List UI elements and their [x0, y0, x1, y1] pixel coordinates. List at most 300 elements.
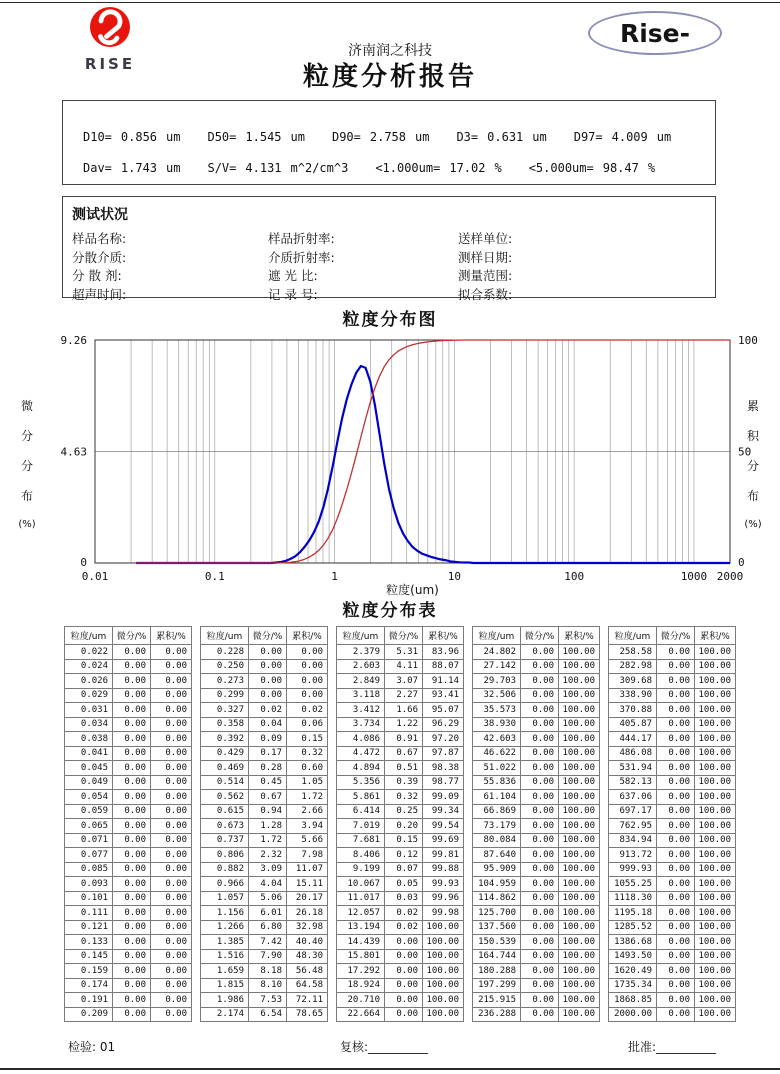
table-row — [337, 877, 464, 892]
size-cell: 0.327 — [201, 703, 249, 718]
table-row — [337, 775, 464, 790]
diff-cell: 0.00 — [521, 790, 559, 805]
diff-cell: 0.00 — [385, 935, 423, 950]
diff-cell: 0.00 — [521, 978, 559, 993]
table-row — [65, 891, 192, 906]
cum-cell: 100.00 — [695, 674, 736, 689]
size-cell: 0.121 — [65, 920, 113, 935]
cum-cell: 0.00 — [151, 645, 192, 660]
size-cell: 22.664 — [337, 1007, 385, 1022]
size-cell: 0.059 — [65, 804, 113, 819]
test-field-label: 样品折射率: — [268, 231, 335, 246]
size-cell: 0.054 — [65, 790, 113, 805]
diff-cell: 0.91 — [385, 732, 423, 747]
table-row — [609, 688, 736, 703]
table-row — [609, 819, 736, 834]
size-cell: 2.603 — [337, 659, 385, 674]
diff-cell: 0.02 — [249, 703, 287, 718]
table-row — [65, 862, 192, 877]
cum-cell: 100.00 — [695, 964, 736, 979]
size-cell: 1.815 — [201, 978, 249, 993]
size-cell: 150.539 — [473, 935, 521, 950]
cum-cell: 100.00 — [695, 862, 736, 877]
table-row — [201, 891, 328, 906]
table-row — [609, 645, 736, 660]
table-row — [201, 920, 328, 935]
cum-cell: 100.00 — [559, 949, 600, 964]
size-cell: 1620.49 — [609, 964, 657, 979]
size-cell: 29.703 — [473, 674, 521, 689]
column-header: 微分/% — [249, 627, 287, 645]
cum-cell: 99.81 — [423, 848, 464, 863]
cum-cell: 0.00 — [151, 920, 192, 935]
table-row — [337, 848, 464, 863]
column-header: 累积/% — [559, 627, 600, 645]
right-axis-label: 累 — [746, 399, 760, 413]
cum-cell: 100.00 — [695, 891, 736, 906]
size-cell: 8.406 — [337, 848, 385, 863]
size-cell: 370.88 — [609, 703, 657, 718]
diff-cell: 0.15 — [385, 833, 423, 848]
cum-cell: 0.00 — [151, 906, 192, 921]
cum-cell: 0.00 — [151, 790, 192, 805]
diff-cell: 0.00 — [657, 761, 695, 776]
table-row — [65, 775, 192, 790]
diff-cell: 0.00 — [113, 659, 151, 674]
size-cell: 0.273 — [201, 674, 249, 689]
diff-cell: 0.00 — [657, 804, 695, 819]
diff-cell: 0.00 — [657, 645, 695, 660]
size-cell: 11.017 — [337, 891, 385, 906]
cum-cell: 100.00 — [559, 717, 600, 732]
table-row — [65, 833, 192, 848]
table-row — [609, 746, 736, 761]
diff-cell: 5.06 — [249, 891, 287, 906]
size-cell: 4.472 — [337, 746, 385, 761]
table-row — [65, 848, 192, 863]
cum-cell: 0.00 — [151, 978, 192, 993]
table-row — [65, 1007, 192, 1022]
cum-cell: 100.00 — [423, 920, 464, 935]
diff-cell: 0.00 — [113, 804, 151, 819]
size-cell: 913.72 — [609, 848, 657, 863]
diff-cell: 0.32 — [385, 790, 423, 805]
size-cell: 1735.34 — [609, 978, 657, 993]
table-row — [473, 1007, 600, 1022]
size-cell: 1868.85 — [609, 993, 657, 1008]
table-row — [65, 804, 192, 819]
test-conditions-row — [72, 229, 715, 248]
test-field-label: 测量范围: — [458, 268, 513, 283]
cum-cell: 100.00 — [695, 761, 736, 776]
diff-cell: 0.00 — [521, 935, 559, 950]
cum-cell: 96.29 — [423, 717, 464, 732]
size-cell: 1493.50 — [609, 949, 657, 964]
summary-label: D3= — [456, 129, 479, 144]
size-cell: 0.615 — [201, 804, 249, 819]
table-row — [201, 819, 328, 834]
review-blank: __________ — [368, 1040, 429, 1054]
summary-value: 2.758 — [369, 129, 406, 144]
right-axis-tick: 100 — [738, 334, 758, 347]
cum-cell: 1.72 — [287, 790, 328, 805]
diff-cell: 0.00 — [113, 848, 151, 863]
summary-label: D97= — [573, 129, 603, 144]
size-cell: 0.071 — [65, 833, 113, 848]
cum-cell: 0.00 — [287, 645, 328, 660]
size-cell: 0.065 — [65, 819, 113, 834]
diff-cell: 0.00 — [657, 703, 695, 718]
diff-cell: 0.00 — [521, 862, 559, 877]
diff-cell: 0.00 — [113, 906, 151, 921]
table-row — [337, 920, 464, 935]
table-title: 粒度分布表 — [342, 601, 438, 621]
cum-cell: 88.07 — [423, 659, 464, 674]
table-header-row — [473, 627, 600, 645]
cum-cell: 0.00 — [151, 688, 192, 703]
size-cell: 834.94 — [609, 833, 657, 848]
size-cell: 0.031 — [65, 703, 113, 718]
size-cell: 51.022 — [473, 761, 521, 776]
diff-cell: 0.00 — [113, 746, 151, 761]
table-row — [473, 717, 600, 732]
diff-cell: 0.04 — [249, 717, 287, 732]
diff-cell: 0.00 — [385, 1007, 423, 1022]
size-cell: 0.022 — [65, 645, 113, 660]
size-cell: 0.174 — [65, 978, 113, 993]
table-row — [609, 761, 736, 776]
cum-cell: 100.00 — [559, 732, 600, 747]
left-axis-tick: 4.63 — [60, 445, 87, 459]
size-cell: 0.093 — [65, 877, 113, 892]
cum-cell: 100.00 — [695, 819, 736, 834]
cum-cell: 100.00 — [423, 993, 464, 1008]
x-axis-tick: 100 — [564, 570, 585, 583]
table-row — [473, 659, 600, 674]
diff-cell: 0.00 — [521, 891, 559, 906]
diff-cell: 0.00 — [113, 993, 151, 1008]
diff-cell: 6.01 — [249, 906, 287, 921]
size-cell: 0.145 — [65, 949, 113, 964]
cum-cell: 0.00 — [151, 659, 192, 674]
brand-badge — [588, 11, 722, 55]
diff-cell: 0.00 — [657, 949, 695, 964]
diff-cell: 0.00 — [521, 877, 559, 892]
diff-cell: 0.00 — [657, 877, 695, 892]
size-cell: 0.469 — [201, 761, 249, 776]
cum-cell: 0.00 — [151, 1007, 192, 1022]
table-row — [65, 746, 192, 761]
diff-cell: 0.00 — [657, 862, 695, 877]
cum-cell: 0.00 — [151, 964, 192, 979]
size-cell: 2.849 — [337, 674, 385, 689]
table-row — [65, 964, 192, 979]
summary-item — [207, 130, 304, 144]
summary-line — [83, 121, 715, 152]
cum-cell: 100.00 — [559, 891, 600, 906]
cum-cell: 100.00 — [423, 949, 464, 964]
distribution-table-group-3 — [336, 626, 464, 1022]
summary-unit: um — [415, 129, 430, 144]
table-row — [473, 746, 600, 761]
table-row — [337, 703, 464, 718]
cum-cell: 99.34 — [423, 804, 464, 819]
table-row — [337, 1007, 464, 1022]
table-row — [609, 949, 736, 964]
diff-cell: 0.00 — [657, 920, 695, 935]
size-cell: 0.029 — [65, 688, 113, 703]
table-row — [337, 978, 464, 993]
size-cell: 24.802 — [473, 645, 521, 660]
cum-cell: 72.11 — [287, 993, 328, 1008]
cum-cell: 0.60 — [287, 761, 328, 776]
table-row — [473, 935, 600, 950]
table-row — [609, 848, 736, 863]
cum-cell: 0.00 — [151, 993, 192, 1008]
table-row — [201, 746, 328, 761]
test-field-label: 拟合系数: — [458, 286, 513, 302]
table-row — [473, 877, 600, 892]
cum-cell: 26.18 — [287, 906, 328, 921]
cum-cell: 0.00 — [287, 659, 328, 674]
left-axis-label: 分 — [20, 429, 34, 443]
table-row — [201, 978, 328, 993]
column-header: 粒度/um — [65, 627, 113, 645]
distribution-chart — [0, 330, 780, 600]
cum-cell: 64.58 — [287, 978, 328, 993]
cum-cell: 93.41 — [423, 688, 464, 703]
diff-cell: 0.00 — [521, 674, 559, 689]
cum-cell: 100.00 — [695, 746, 736, 761]
review-label: 复核: — [340, 1040, 369, 1054]
size-cell: 1.156 — [201, 906, 249, 921]
diff-cell: 0.17 — [249, 746, 287, 761]
table-row — [609, 891, 736, 906]
size-cell: 4.086 — [337, 732, 385, 747]
size-cell: 0.077 — [65, 848, 113, 863]
diff-cell: 0.00 — [521, 920, 559, 935]
size-cell: 164.744 — [473, 949, 521, 964]
size-cell: 3.412 — [337, 703, 385, 718]
cum-cell: 100.00 — [559, 688, 600, 703]
size-cell: 0.209 — [65, 1007, 113, 1022]
diff-cell: 5.31 — [385, 645, 423, 660]
table-row — [337, 993, 464, 1008]
diff-cell: 0.00 — [657, 790, 695, 805]
test-field-label: 送样单位: — [458, 231, 513, 246]
summary-label: Dav= — [83, 160, 112, 175]
diff-cell: 0.00 — [521, 949, 559, 964]
summary-unit: % — [494, 160, 502, 175]
test-field-label: 记 录 号: — [268, 286, 318, 302]
diff-cell: 0.00 — [113, 761, 151, 776]
table-row — [609, 906, 736, 921]
size-cell: 0.673 — [201, 819, 249, 834]
cum-cell: 0.00 — [287, 674, 328, 689]
diff-cell: 0.00 — [521, 688, 559, 703]
cum-cell: 100.00 — [695, 848, 736, 863]
cum-cell: 100.00 — [559, 877, 600, 892]
table-row — [201, 993, 328, 1008]
diff-cell: 0.00 — [521, 645, 559, 660]
table-row — [609, 775, 736, 790]
size-cell: 5.861 — [337, 790, 385, 805]
diff-cell: 0.00 — [521, 761, 559, 776]
diff-cell: 0.00 — [657, 964, 695, 979]
table-row — [201, 906, 328, 921]
distribution-table-group-4 — [472, 626, 600, 1022]
diff-cell: 0.00 — [113, 703, 151, 718]
cum-cell: 0.00 — [151, 717, 192, 732]
table-row — [201, 935, 328, 950]
cum-cell: 100.00 — [695, 1007, 736, 1022]
table-row — [337, 659, 464, 674]
summary-label: D50= — [207, 129, 237, 144]
cum-cell: 0.00 — [151, 819, 192, 834]
cum-cell: 98.38 — [423, 761, 464, 776]
diff-cell: 6.80 — [249, 920, 287, 935]
cum-cell: 100.00 — [695, 935, 736, 950]
size-cell: 12.057 — [337, 906, 385, 921]
table-row — [473, 949, 600, 964]
size-cell: 0.429 — [201, 746, 249, 761]
cum-cell: 100.00 — [559, 848, 600, 863]
page-title: 粒度分析报告 — [302, 62, 477, 92]
diff-cell: 0.00 — [113, 949, 151, 964]
cum-cell: 100.00 — [559, 790, 600, 805]
size-cell: 180.288 — [473, 964, 521, 979]
table-row — [201, 833, 328, 848]
diff-cell: 0.00 — [521, 804, 559, 819]
distribution-table-group-2 — [200, 626, 328, 1022]
size-cell: 55.836 — [473, 775, 521, 790]
cum-cell: 0.00 — [151, 761, 192, 776]
size-cell: 0.191 — [65, 993, 113, 1008]
size-cell: 0.250 — [201, 659, 249, 674]
table-row — [65, 790, 192, 805]
size-cell: 762.95 — [609, 819, 657, 834]
cum-cell: 97.87 — [423, 746, 464, 761]
cum-cell: 0.00 — [151, 949, 192, 964]
size-cell: 1.659 — [201, 964, 249, 979]
table-row — [201, 790, 328, 805]
table-row — [473, 964, 600, 979]
diff-cell: 0.28 — [249, 761, 287, 776]
cum-cell: 99.96 — [423, 891, 464, 906]
summary-unit: um — [656, 129, 672, 144]
diff-cell: 0.02 — [385, 906, 423, 921]
diff-cell: 0.00 — [385, 993, 423, 1008]
table-row — [473, 761, 600, 776]
summary-value: 98.47 — [602, 160, 639, 175]
cum-cell: 99.88 — [423, 862, 464, 877]
summary-value: 0.856 — [120, 129, 158, 144]
cum-cell: 100.00 — [695, 906, 736, 921]
diff-cell: 0.00 — [113, 877, 151, 892]
table-row — [609, 920, 736, 935]
table-row — [201, 949, 328, 964]
size-cell: 444.17 — [609, 732, 657, 747]
top-rule — [0, 2, 780, 3]
table-row — [337, 732, 464, 747]
diff-cell: 2.32 — [249, 848, 287, 863]
left-axis-tick: 9.26 — [60, 334, 87, 347]
size-cell: 3.734 — [337, 717, 385, 732]
test-field-label: 分散介质: — [72, 249, 127, 265]
table-row — [473, 906, 600, 921]
size-cell: 0.101 — [65, 891, 113, 906]
diff-cell: 0.00 — [657, 688, 695, 703]
column-header: 粒度/um — [337, 627, 385, 645]
cum-cell: 100.00 — [559, 906, 600, 921]
column-header: 累积/% — [423, 627, 464, 645]
diff-cell: 0.00 — [385, 964, 423, 979]
table-row — [201, 717, 328, 732]
table-row — [337, 891, 464, 906]
summary-unit: um — [166, 129, 181, 144]
column-header: 微分/% — [521, 627, 559, 645]
diff-cell: 0.00 — [249, 659, 287, 674]
table-row — [337, 833, 464, 848]
table-row — [609, 790, 736, 805]
size-cell: 486.08 — [609, 746, 657, 761]
table-row — [201, 645, 328, 660]
table-row — [609, 964, 736, 979]
cum-cell: 0.00 — [151, 674, 192, 689]
diff-cell: 0.00 — [521, 906, 559, 921]
table-row — [473, 891, 600, 906]
diff-cell: 0.00 — [657, 978, 695, 993]
column-header: 粒度/um — [473, 627, 521, 645]
test-conditions-box — [62, 196, 716, 302]
table-row — [473, 790, 600, 805]
size-cell: 7.681 — [337, 833, 385, 848]
cum-cell: 0.00 — [151, 746, 192, 761]
diff-cell: 0.00 — [113, 1007, 151, 1022]
diff-cell: 0.00 — [521, 746, 559, 761]
size-cell: 0.045 — [65, 761, 113, 776]
diff-cell: 0.00 — [113, 862, 151, 877]
summary-unit: um — [532, 129, 547, 144]
size-cell: 104.959 — [473, 877, 521, 892]
table-row — [473, 674, 600, 689]
table-row — [337, 790, 464, 805]
diff-cell: 0.00 — [521, 703, 559, 718]
cum-cell: 100.00 — [695, 920, 736, 935]
summary-label: D10= — [83, 129, 112, 144]
summary-unit: m^2/cm^3 — [290, 160, 349, 175]
table-row — [609, 862, 736, 877]
size-cell: 1195.18 — [609, 906, 657, 921]
diff-cell: 0.00 — [521, 1007, 559, 1022]
diff-cell: 0.09 — [249, 732, 287, 747]
size-cell: 1.986 — [201, 993, 249, 1008]
cum-cell: 100.00 — [695, 877, 736, 892]
x-axis-tick: 2000 — [716, 570, 744, 583]
table-row — [337, 645, 464, 660]
diff-cell: 0.00 — [521, 819, 559, 834]
size-cell: 20.710 — [337, 993, 385, 1008]
table-row — [201, 761, 328, 776]
summary-unit: um — [290, 129, 305, 144]
size-cell: 582.13 — [609, 775, 657, 790]
size-cell: 35.573 — [473, 703, 521, 718]
diff-cell: 0.00 — [249, 674, 287, 689]
table-row — [65, 819, 192, 834]
cum-cell: 100.00 — [559, 833, 600, 848]
cum-cell: 100.00 — [559, 978, 600, 993]
diff-cell: 0.00 — [113, 935, 151, 950]
